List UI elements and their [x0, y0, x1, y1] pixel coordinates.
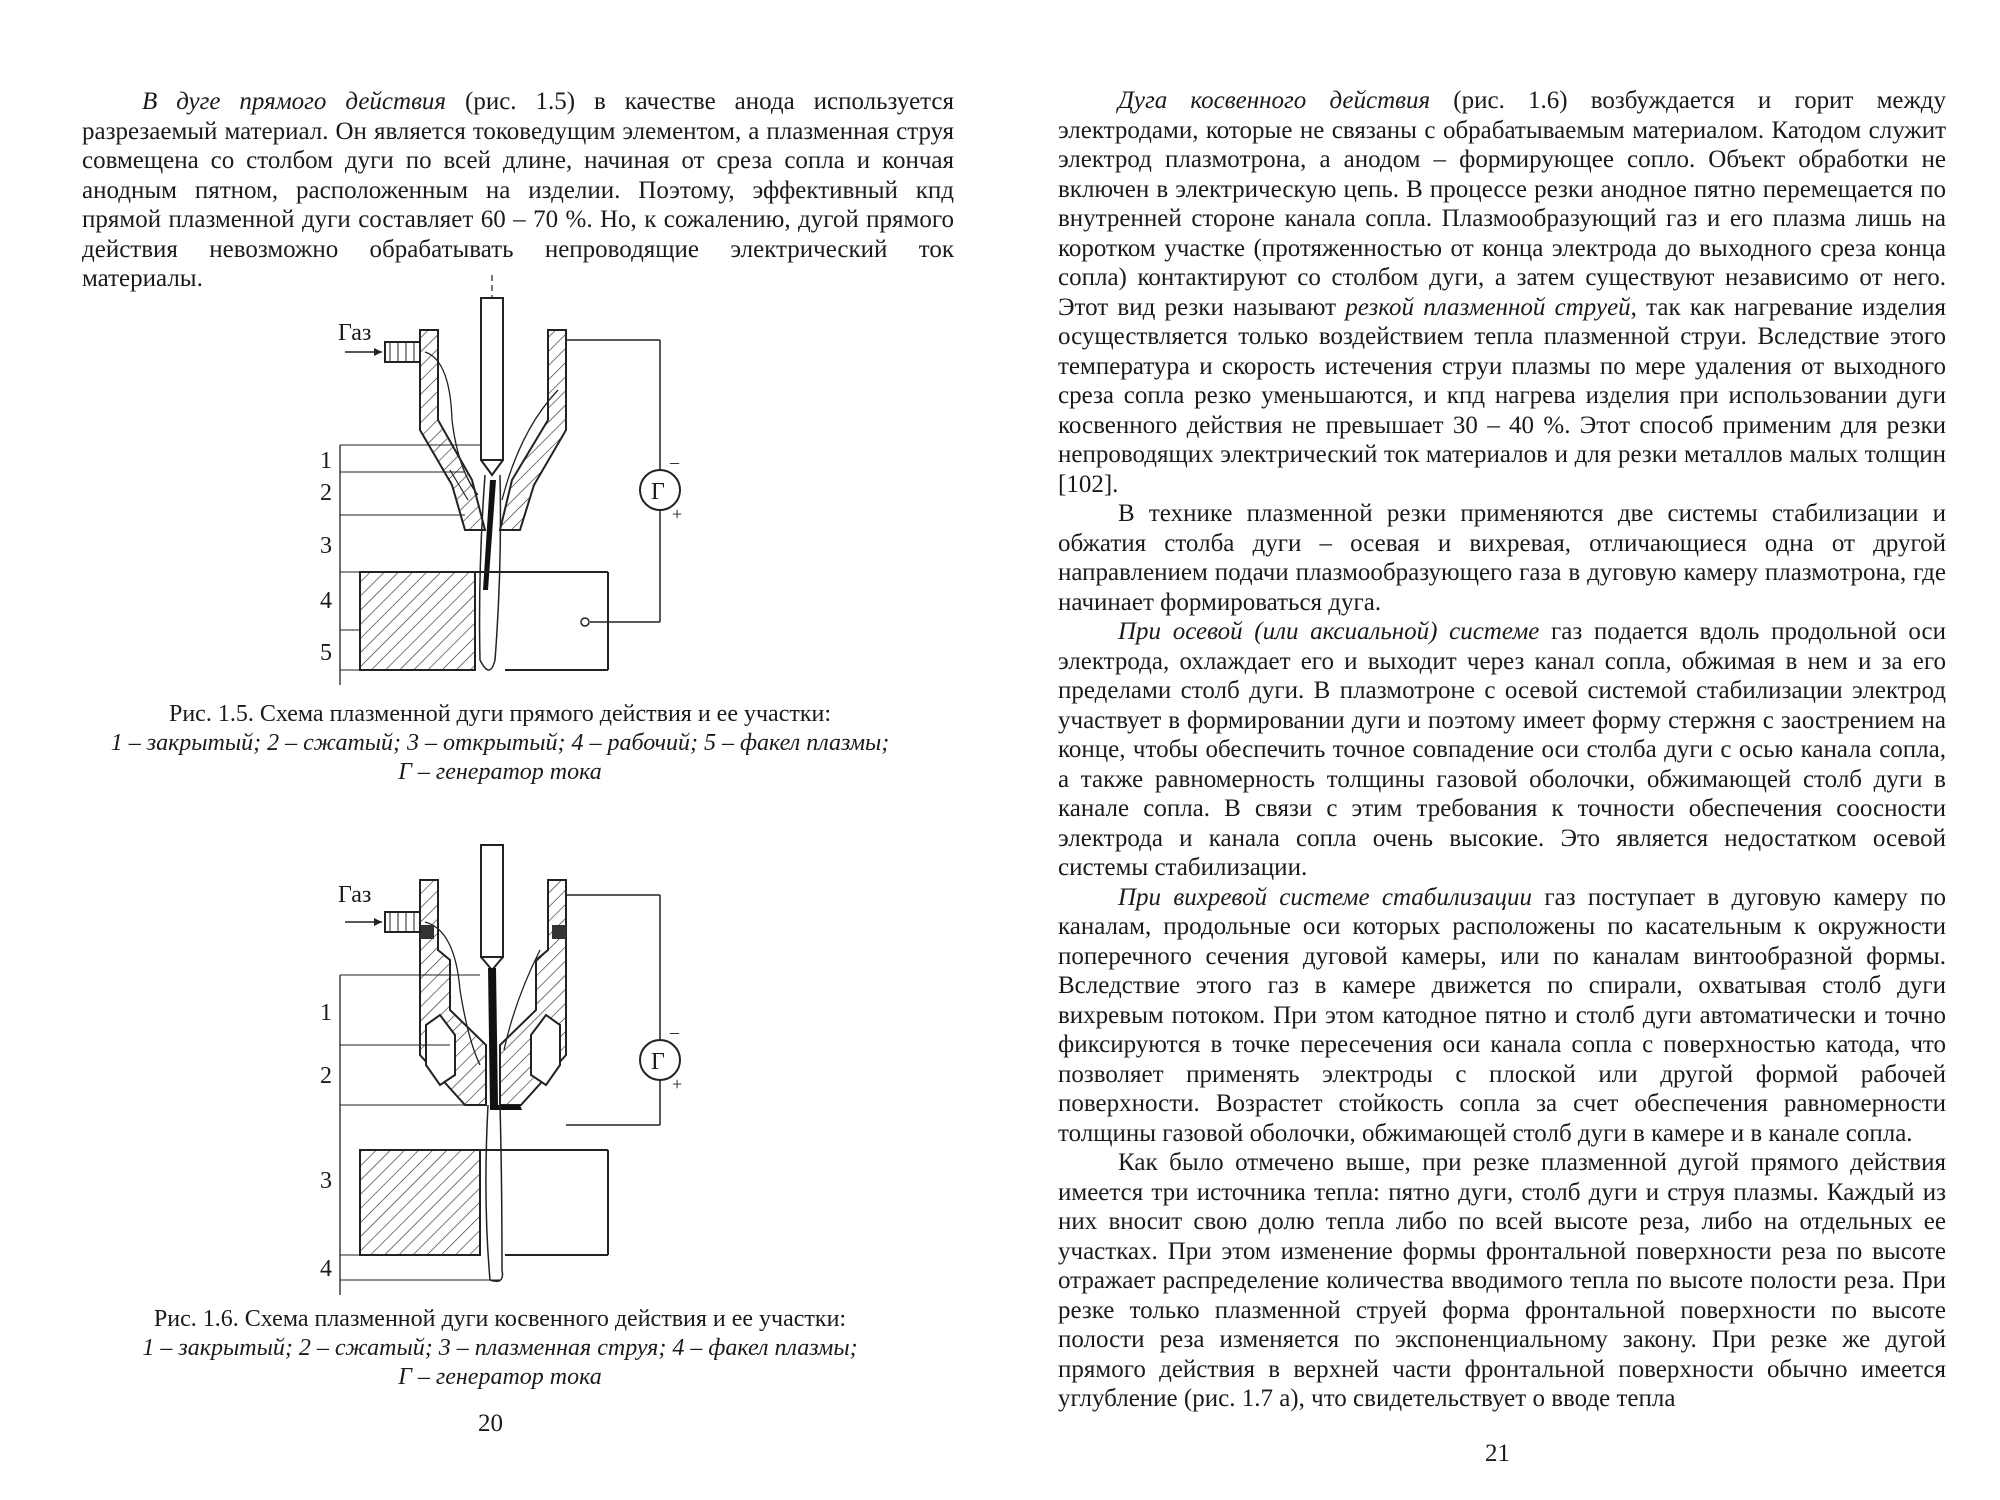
- paragraph: В технике плазменной резки применяются две системы стабилизации и обжатия столба дуги – осевая и вихревая, отличающиеся одна от другой направлением подачи плазмообразующего газа в дуговую камеру плазмотрона, где начинает формироваться дуга.: [1058, 500, 1946, 616]
- italic-term: При вихревой системе стабилизации: [1118, 883, 1533, 911]
- italic-term: При осевой (или аксиальной) системе: [1118, 618, 1540, 645]
- caption-legend: Г – генератор тока: [398, 1364, 602, 1390]
- gas-label: Газ: [338, 882, 372, 908]
- zone-label: 3: [320, 533, 332, 559]
- paragraph-text: газ поступает в дуговую камеру по каналам, продольные оси которых расположены по касательным к окружности поперечного сечения дуговой камеры, или по каналам винтообразной формы. Вследствие этого газ в камере движется по спирали, охватывая столб дуги вихревым потоком. При этом катодное пятно и столб дуги автоматически и точно фиксируются в точке пересечения оси канала сопла с поверхностью катода, что позволяет применять электроды с плоской или другой формой рабочей поверхности. Возрастет стойкость сопла за счет обеспечения равномерности толщины газовой оболочки, обжимающей столб дуги в камере и в канале сопла.: [1058, 883, 1947, 1147]
- paragraph-text: газ подается вдоль продольной оси электрода, охлаждает его и выходит через канал сопла, обжимая в нем и за его пределами столб дуги. В плазмотроне с осевой системой стабилизации электрод участвует в формировании дуги и поэтому имеет форму стержня с заострением на конце, чтобы обеспечить точное совпадение оси столба дуги с осью канала сопла, а также равномерность толщины газовой оболочки, обжимающей столб дуги в канале сопла. В связи с этим требования к точности обеспечения соосности электрода и канала сопла очень высокие. Это является недостатком осевой системы стабилизации.: [1058, 618, 1946, 881]
- workpiece: [360, 572, 475, 670]
- caption-title: Рис. 1.5. Схема плазменной дуги прямого действия и ее участки:: [168, 701, 832, 727]
- paragraph-text: , так как нагревание изделия осуществляется только воздействием тепла плазменной струи. Вследствие этого температура и скорость истечения струи плазмы по мере удаления от выходного среза сопла резко уменьшаются, и кпд нагрева изделия при использовании дуги косвенного действия не превышает 30 – 40 %. Этот способ применим для резки непроводящих электрический ток материалов и для резки металлов малых толщин [102].: [1058, 293, 1946, 498]
- italic-term: резкой плазменной струей: [1345, 293, 1631, 321]
- figure-1-5-diagram: [290, 270, 730, 690]
- zone-label: 4: [320, 588, 332, 614]
- page-number: 21: [1485, 1440, 1510, 1467]
- caption-legend: 1 – закрытый; 2 – сжатый; 3 – плазменная струя; 4 – факел плазмы;: [142, 1335, 858, 1361]
- zone-label: 4: [320, 1256, 332, 1282]
- left-text-block: [82, 87, 954, 294]
- right-text-block: [1058, 86, 1946, 1414]
- caption-legend: 1 – закрытый; 2 – сжатый; 3 – открытый; 4 – рабочий; 5 – факел плазмы;: [110, 730, 890, 756]
- zone-label: 1: [320, 1000, 332, 1026]
- figure-1-6-caption: [60, 1305, 940, 1392]
- generator-label: Г: [651, 1049, 665, 1075]
- paragraph: [1058, 86, 1946, 499]
- figure-1-6-diagram: [290, 840, 730, 1300]
- paragraph: [82, 87, 954, 294]
- page-number: 20: [478, 1410, 503, 1437]
- right-page: [1000, 0, 2000, 1500]
- arc-column: [483, 480, 496, 590]
- paragraph-text: (рис. 1.6) возбуждается и горит между электродами, которые не связаны с обрабатываемым материалом. Катодом служит электрод плазмотрона, а анодом – формирующее сопло. Объект обработки не включен в электрическую цепь. В процессе резки анодное пятно перемещается по внутренней стороне канала сопла. Плазмообразующий газ и его плазма лишь на коротком участке (протяженностью от конца электрода до выходного среза конца сопла) контактируют со столбом дуги, а затем существуют независимо от него. Этот вид резки называют: [1058, 87, 1946, 321]
- zone-label: 2: [320, 480, 332, 506]
- plus-sign: +: [672, 504, 683, 524]
- plasma-jet: [486, 1105, 503, 1281]
- electrode: [481, 845, 503, 957]
- minus-sign: –: [670, 1022, 679, 1042]
- figure-1-5-caption: [60, 700, 940, 787]
- nozzle-left-wall: [420, 330, 485, 530]
- generator-label: Г: [651, 479, 665, 505]
- caption-legend: Г – генератор тока: [398, 759, 602, 785]
- italic-term: В дуге прямого действия: [142, 88, 447, 115]
- minus-sign: –: [670, 452, 679, 472]
- zone-label: 2: [320, 1063, 332, 1089]
- electrode: [481, 298, 503, 460]
- gas-label: Газ: [338, 320, 372, 346]
- paragraph: [1058, 617, 1946, 883]
- italic-term: Дуга косвенного действия: [1118, 87, 1431, 114]
- paragraph: Как было отмечено выше, при резке плазменной дугой прямого действия имеется три источника тепла: пятно дуги, столб дуги и струя плазмы. Каждый из них вносит свою долю тепла либо по всей высоте реза, либо на отдельных ее участках. При этом изменение формы фронтальной поверхности реза по высоте отражает распределение количества вводимого тепла по высоте полости реза. При резке только плазменной струей форма фронтальной поверхности по высоте полости реза изменяется по экспоненциальному закону. При резке же дугой прямого действия в верхней части фронтальной поверхности обычно имеется углубление (рис. 1.7 а), что свидетельствует о вводе тепла: [1058, 1149, 1946, 1412]
- workpiece: [360, 1150, 480, 1255]
- caption-title: Рис. 1.6. Схема плазменной дуги косвенного действия и ее участки:: [153, 1306, 847, 1332]
- zone-label: 1: [320, 448, 332, 474]
- zone-label: 5: [320, 640, 332, 666]
- plus-sign: +: [672, 1074, 683, 1094]
- paragraph: [1058, 883, 1946, 1149]
- zone-label: 3: [320, 1168, 332, 1194]
- paragraph-text: (рис. 1.5) в качестве анода используется разрезаемый материал. Он является токоведущим элементом, а плазменная струя совмещена со столбом дуги по всей длине, начиная от среза сопла и кончая анодным пятном, расположенным на изделии. Поэтому, эффективный кпд прямой плазменной дуги составляет 60 – 70 %. Но, к сожалению, дугой прямого действия невозможно обрабатывать непроводящие электрический ток материалы.: [82, 88, 954, 292]
- nozzle-right-wall: [500, 330, 566, 530]
